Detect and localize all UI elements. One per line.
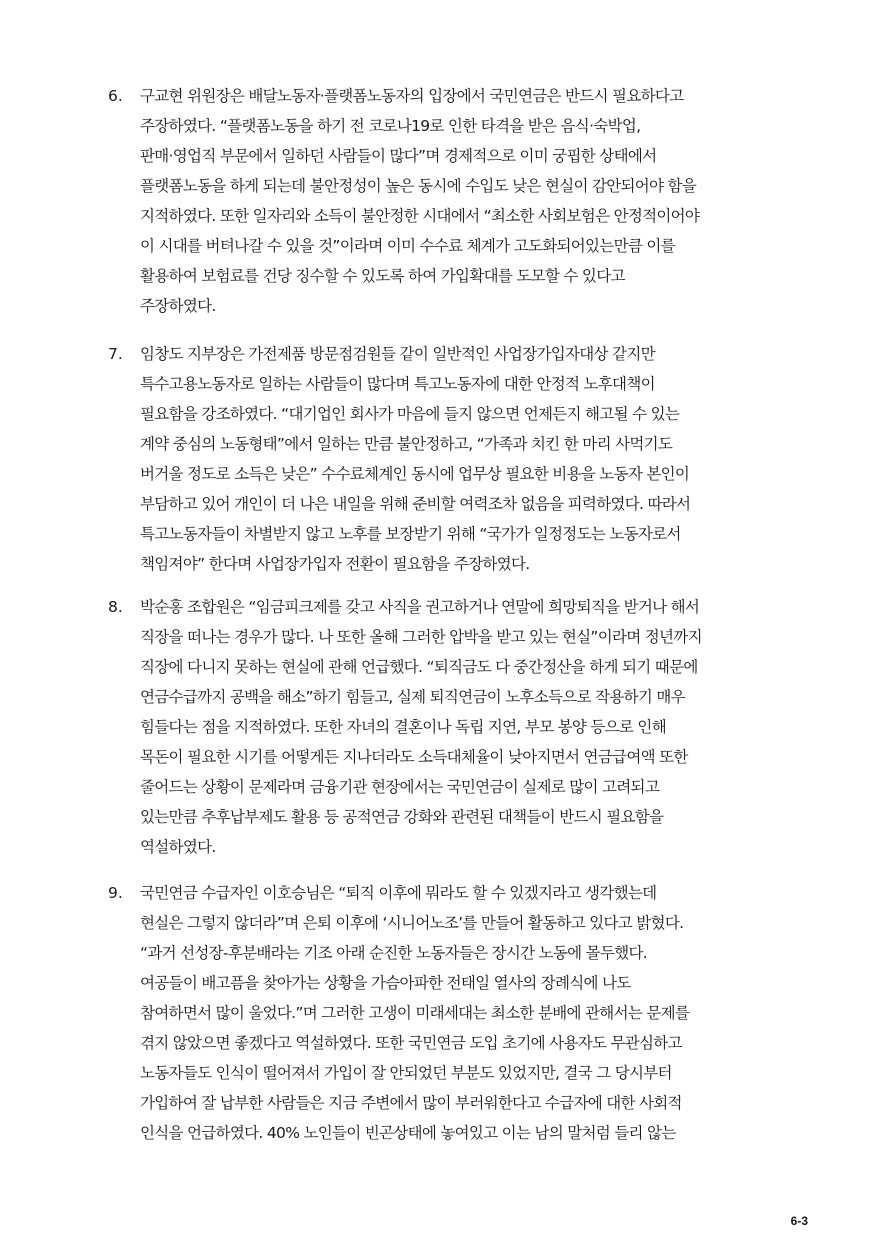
- paragraph-line: 박순홍 조합원은 “임금피크제를 갖고 사직을 권고하거나 연말에 희망퇴직을 받거나 해서: [140, 598, 700, 616]
- paragraph-line: 참여하면서 많이 울었다.”며 그러한 고생이 미래세대는 최소한 분배에 관해서는 문제를: [140, 1004, 690, 1022]
- list-item-number: 8.: [108, 598, 123, 616]
- paragraph-line: 노동자들도 인식이 떨어져서 가입이 잘 안되었던 부분도 있었지만, 결국 그 당시부터: [140, 1064, 672, 1082]
- list-item: [108, 878, 828, 1148]
- paragraph-line: 구교현 위원장은 배달노동자·플랫폼노동자의 입장에서 국민연금은 반드시 필요하다고: [140, 87, 684, 105]
- paragraph-line: 국민연금 수급자인 이호승님은 “퇴직 이후에 뭐라도 할 수 있겠지라고 생각했는데: [140, 884, 657, 902]
- paragraph-line: 인식을 언급하였다. 40% 노인들이 빈곤상태에 놓여있고 이는 남의 말처럼 들리 않는: [140, 1124, 676, 1142]
- paragraph-line: 주장하였다. “플랫폼노동을 하기 전 코로나19로 인한 타격을 받은 음식·숙박업,: [140, 117, 641, 135]
- paragraph-line: 연금수급까지 공백을 해소”하기 힘들고, 실제 퇴직연금이 노후소득으로 작용하기 매우: [140, 688, 685, 706]
- list-item: [108, 81, 828, 321]
- list-item: [108, 339, 828, 579]
- paragraph-line: 힘들다는 점을 지적하였다. 또한 자녀의 결혼이나 독립 지연, 부모 봉양 등으로 인해: [140, 718, 666, 736]
- list-item-number: 6.: [108, 87, 123, 105]
- paragraph-line: 필요함을 강조하였다. “대기업인 회사가 마음에 들지 않으면 언제든지 해고될 수 있는: [140, 405, 680, 423]
- page-number: 6-3: [790, 1214, 808, 1228]
- paragraph-line: 줄어드는 상황이 문제라며 금융기관 현장에서는 국민연금이 실제로 많이 고려되고: [140, 778, 660, 796]
- list-item: [108, 592, 828, 862]
- paragraph-line: 임창도 지부장은 가전제품 방문점검원들 같이 일반적인 사업장가입자대상 같지만: [140, 345, 655, 363]
- paragraph-line: 가입하여 잘 납부한 사람들은 지금 주변에서 많이 부러워한다고 수급자에 대한 사회적: [140, 1094, 682, 1112]
- paragraph-line: 여공들이 배고픔을 찾아가는 상황을 가슴아파한 전태일 열사의 장례식에 나도: [140, 974, 631, 992]
- paragraph-line: 역설하였다.: [140, 838, 216, 856]
- paragraph-line: 책임져야” 한다며 사업장가입자 전환이 필요함을 주장하였다.: [140, 555, 530, 573]
- paragraph-line: 목돈이 필요한 시기를 어떻게든 지나더라도 소득대체율이 낮아지면서 연금급여액 또한: [140, 748, 688, 766]
- list-item-number: 7.: [108, 345, 123, 363]
- paragraph-line: 주장하였다.: [140, 297, 216, 315]
- paragraph-line: 현실은 그렇지 않더라”며 은퇴 이후에 ‘시니어노조’를 만들어 활동하고 있다고 밝혔다.: [140, 914, 684, 932]
- paragraph-line: 부담하고 있어 개인이 더 나은 내일을 위해 준비할 여력조차 없음을 피력하였다. 따라서: [140, 495, 691, 513]
- paragraph-line: 계약 중심의 노동형태”에서 일하는 만큼 불안정하고, “가족과 치킨 한 마리 사먹기도: [140, 435, 673, 453]
- paragraph-line: 겪지 않았으면 좋겠다고 역설하였다. 또한 국민연금 도입 초기에 사용자도 무관심하고: [140, 1034, 682, 1052]
- paragraph-line: 직장을 떠나는 경우가 많다. 나 또한 올해 그러한 압박을 받고 있는 현실”이라며 정년까지: [140, 628, 702, 646]
- paragraph-line: 지적하였다. 또한 일자리와 소득이 불안정한 시대에서 “최소한 사회보험은 안정적이어야: [140, 207, 700, 225]
- paragraph-line: 있는만큼 추후납부제도 활용 등 공적연금 강화와 관련된 대책들이 반드시 필요함을: [140, 808, 664, 826]
- paragraph-line: 판매·영업직 부문에서 일하던 사람들이 많다”며 경제적으로 이미 궁핍한 상태에서: [140, 147, 657, 165]
- paragraph-line: 플랫폼노동을 하게 되는데 불안정성이 높은 동시에 수입도 낮은 현실이 감안되어야 함을: [140, 177, 697, 195]
- paragraph-line: 이 시대를 버텨나갈 수 있을 것”이라며 이미 수수료 체계가 고도화되어있는만큼 이를: [140, 237, 675, 255]
- paragraph-line: 특고노동자들이 차별받지 않고 노후를 보장받기 위해 “국가가 일정정도는 노동자로서: [140, 525, 681, 543]
- paragraph-line: 직장에 다니지 못하는 현실에 관해 언급했다. “퇴직금도 다 중간정산을 하게 되기 때문에: [140, 658, 698, 676]
- paragraph-line: “과거 선성장-후분배라는 기조 아래 순진한 노동자들은 장시간 노동에 몰두했다.: [140, 944, 648, 962]
- paragraph-line: 버거울 정도로 소득은 낮은” 수수료체계인 동시에 업무상 필요한 비용을 노동자 본인이: [140, 465, 690, 483]
- paragraph-line: 특수고용노동자로 일하는 사람들이 많다며 특고노동자에 대한 안정적 노후대책이: [140, 375, 655, 393]
- list-item-number: 9.: [108, 884, 123, 902]
- paragraph-line: 활용하여 보험료를 건당 징수할 수 있도록 하여 가입확대를 도모할 수 있다고: [140, 267, 625, 285]
